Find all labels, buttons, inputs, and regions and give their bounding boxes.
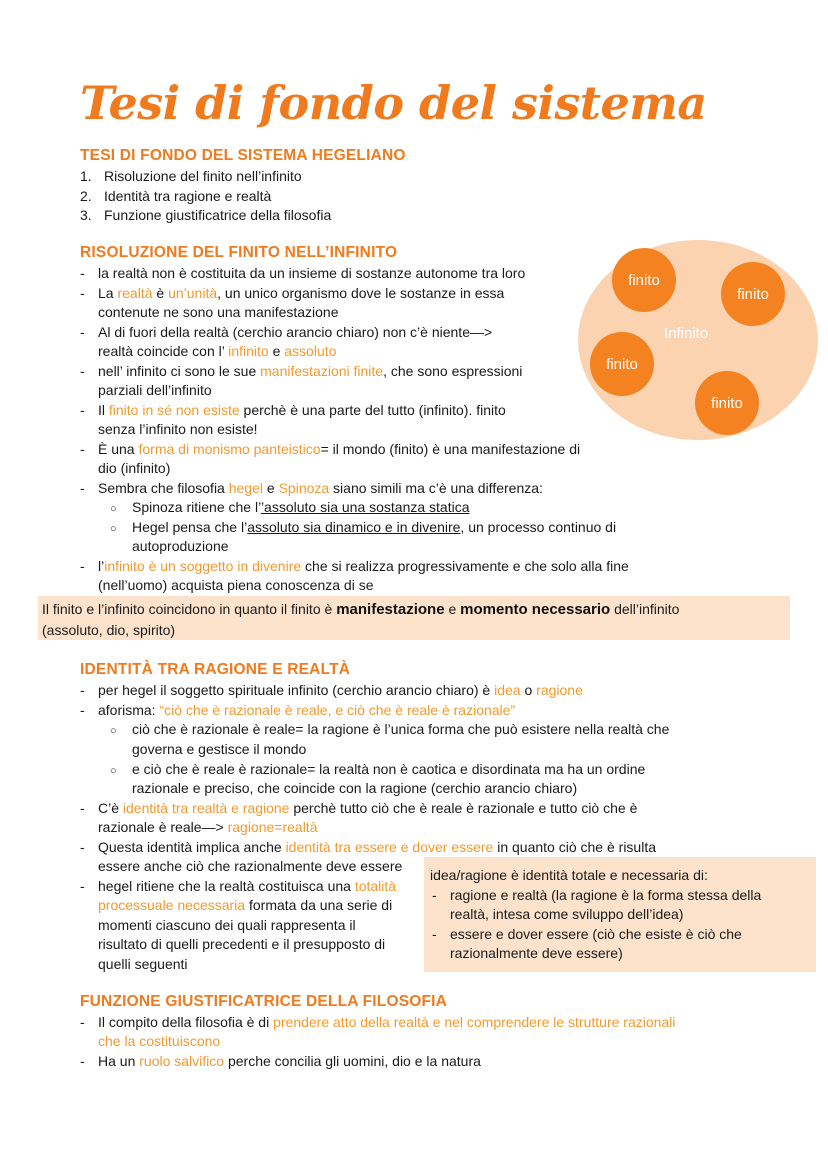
bullet-continuation: momenti ciascuno dei quali rappresenta il [98, 917, 356, 933]
sub-bullet-continuation: governa e gestisce il mondo [132, 741, 307, 757]
list-item: 2. Identità tra ragione e realtà [80, 188, 272, 204]
bullet-line: - C’è identità tra realtà e ragione perchè tutto ciò che è reale è razionale e tutto ciò che è [80, 800, 638, 816]
bullet-continuation: essere anche ciò che razionalmente deve essere [98, 858, 403, 874]
sub-bullet-line: ○ Spinoza ritiene che l’’assoluto sia una sostanza statica [110, 499, 470, 515]
bullet-continuation: realtà coincide con l’ infinito e assoluto [98, 343, 337, 359]
sub-bullet-continuation: autoproduzione [132, 538, 229, 554]
bullet-line: - nell’ infinito ci sono le sue manifestazioni finite, che sono espressioni [80, 363, 523, 379]
infinito-label: Infinito [664, 325, 709, 342]
bullet-continuation: dio (infinito) [98, 460, 171, 476]
bullet-line: - l’infinito è un soggetto in divenire che si realizza progressivamente e che solo alla fine [80, 558, 629, 574]
bullet-line: - Ha un ruolo salvifico perche concilia gli uomini, dio e la natura [80, 1053, 481, 1069]
sub-bullet-line: ○ Hegel pensa che l’assoluto sia dinamico e in divenire, un processo continuo di [110, 519, 617, 535]
identity-box-continuation: realtà, intesa come sviluppo dell’idea) [450, 906, 684, 922]
bullet-continuation: (nell’uomo) acquista piena conoscenza di se [98, 577, 374, 593]
bullet-line: - Il finito in sé non esiste perchè è una parte del tutto (infinito). finito [80, 402, 506, 418]
bullet-line: - Il compito della filosofia è di prendere atto della realtà e nel comprendere le strutture razionali [80, 1014, 676, 1030]
identity-box-item: - essere e dover essere (ciò che esiste è ciò che [432, 926, 742, 942]
identity-box-intro: idea/ragione è identità totale e necessaria di: [430, 867, 708, 883]
bullet-line: - Questa identità implica anche identità tra essere e dover essere in quanto ciò che è risulta [80, 839, 656, 855]
bullet-continuation: razionale è reale—> ragione=realtà [98, 819, 318, 835]
finito-circle: finito [612, 248, 676, 312]
finito-circle: finito [695, 371, 759, 435]
bullet-line: - È una forma di monismo panteistico= il mondo (finito) è una manifestazione di [80, 441, 581, 457]
list-item: 3. Funzione giustificatrice della filosofia [80, 207, 332, 223]
bullet-line: - Al di fuori della realtà (cerchio arancio chiaro) non c’è niente—> [80, 324, 493, 340]
sub-bullet-line: ○ ciò che è razionale è reale= la ragione è l’unica forma che può esistere nella realtà che [110, 721, 670, 737]
bullet-continuation: quelli seguenti [98, 956, 188, 972]
bullet-continuation: senza l’infinito non esiste! [98, 421, 258, 437]
bullet-line: - per hegel il soggetto spirituale infinito (cerchio arancio chiaro) è idea o ragione [80, 682, 583, 698]
bullet-continuation: parziali dell’infinito [98, 382, 212, 398]
bullet-line: - aforisma: “ciò che è razionale è reale, e ciò che è reale è razionale” [80, 702, 516, 718]
sub-bullet-line: ○ e ciò che è reale è razionale= la realtà non è caotica e disordinata ma ha un ordine [110, 761, 646, 777]
bullet-continuation: processuale necessaria formata da una serie di [98, 897, 393, 913]
identity-box-continuation: razionalmente deve essere) [450, 945, 623, 961]
finito-circle: finito [721, 262, 785, 326]
finito-circle: finito [590, 332, 654, 396]
bullet-line: - la realtà non è costituita da un insieme di sostanze autonome tra loro [80, 265, 526, 281]
bullet-line: - La realtà è un’unità, un unico organismo dove le sostanze in essa [80, 285, 505, 301]
bullet-line: - Sembra che filosofia hegel e Spinoza siano simili ma c’è una differenza: [80, 480, 543, 496]
identity-box-item: - ragione e realtà (la ragione è la forma stessa della [432, 887, 762, 903]
bullet-continuation: contenute ne sono una manifestazione [98, 304, 339, 320]
bullet-continuation: risultato di quelli precedenti e il presupposto di [98, 936, 386, 952]
list-item: 1. Risoluzione del finito nell’infinito [80, 168, 302, 184]
page-title: Tesi di fondo del sistema [80, 76, 707, 130]
section-heading-risoluzione: RISOLUZIONE DEL FINITO NELL’INFINITO [80, 244, 398, 261]
bullet-line: - hegel ritiene che la realtà costituisca una totalità [80, 878, 397, 894]
section-heading-identita: IDENTITÀ TRA RAGIONE E REALTÀ [80, 661, 351, 678]
bullet-continuation: che la costituiscono [98, 1033, 221, 1049]
summary-line: (assoluto, dio, spirito) [42, 622, 176, 638]
section-heading-funzione: FUNZIONE GIUSTIFICATRICE DELLA FILOSOFIA [80, 993, 448, 1010]
sub-bullet-continuation: razionale e preciso, che coincide con la ragione (cerchio arancio chiaro) [132, 780, 578, 796]
section-heading-tesi: TESI DI FONDO DEL SISTEMA HEGELIANO [80, 147, 406, 164]
summary-line: Il finito e l’infinito coincidono in quanto il finito è manifestazione e momento necessario dell’infinito [42, 601, 680, 618]
